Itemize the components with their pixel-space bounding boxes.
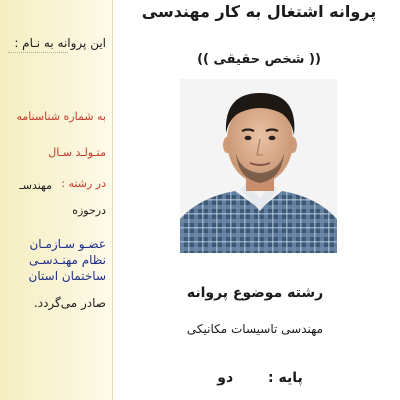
membership-line-3: ساختمان استان [28, 269, 106, 283]
license-field-value: مهندسی تاسیسات مکانیکی [186, 322, 324, 336]
issued-label: صادر می‌گردد. [33, 296, 106, 310]
owner-label: این پروانه به نـام : [14, 36, 106, 50]
id-number-label: به شماره شناسنامه [16, 110, 106, 123]
grade-label: پایه : [268, 370, 303, 386]
birth-year-label: متـولـد سـال [48, 146, 106, 159]
owner-dotted-line [8, 52, 68, 53]
field-value-partial: مهندسـ [19, 179, 52, 192]
certificate-title: پروانه اشتغال به کار مهندسی [141, 2, 377, 21]
inspection-label: درحوزه [72, 204, 106, 217]
membership-line-2: نظام مهنـدسـی [28, 253, 106, 267]
grade-value: دو [217, 370, 234, 386]
certificate-subtitle: (( شخص حقیقی )) [197, 52, 321, 67]
license-field-heading: رشته موضوع پروانه [186, 285, 324, 301]
holder-photo [180, 79, 337, 253]
membership-text [29, 236, 106, 284]
membership-line-1: عضـو سـازمـان [29, 237, 106, 251]
grade-row [190, 370, 330, 386]
left-info-panel [0, 0, 113, 400]
field-label: در رشته : [61, 177, 106, 190]
